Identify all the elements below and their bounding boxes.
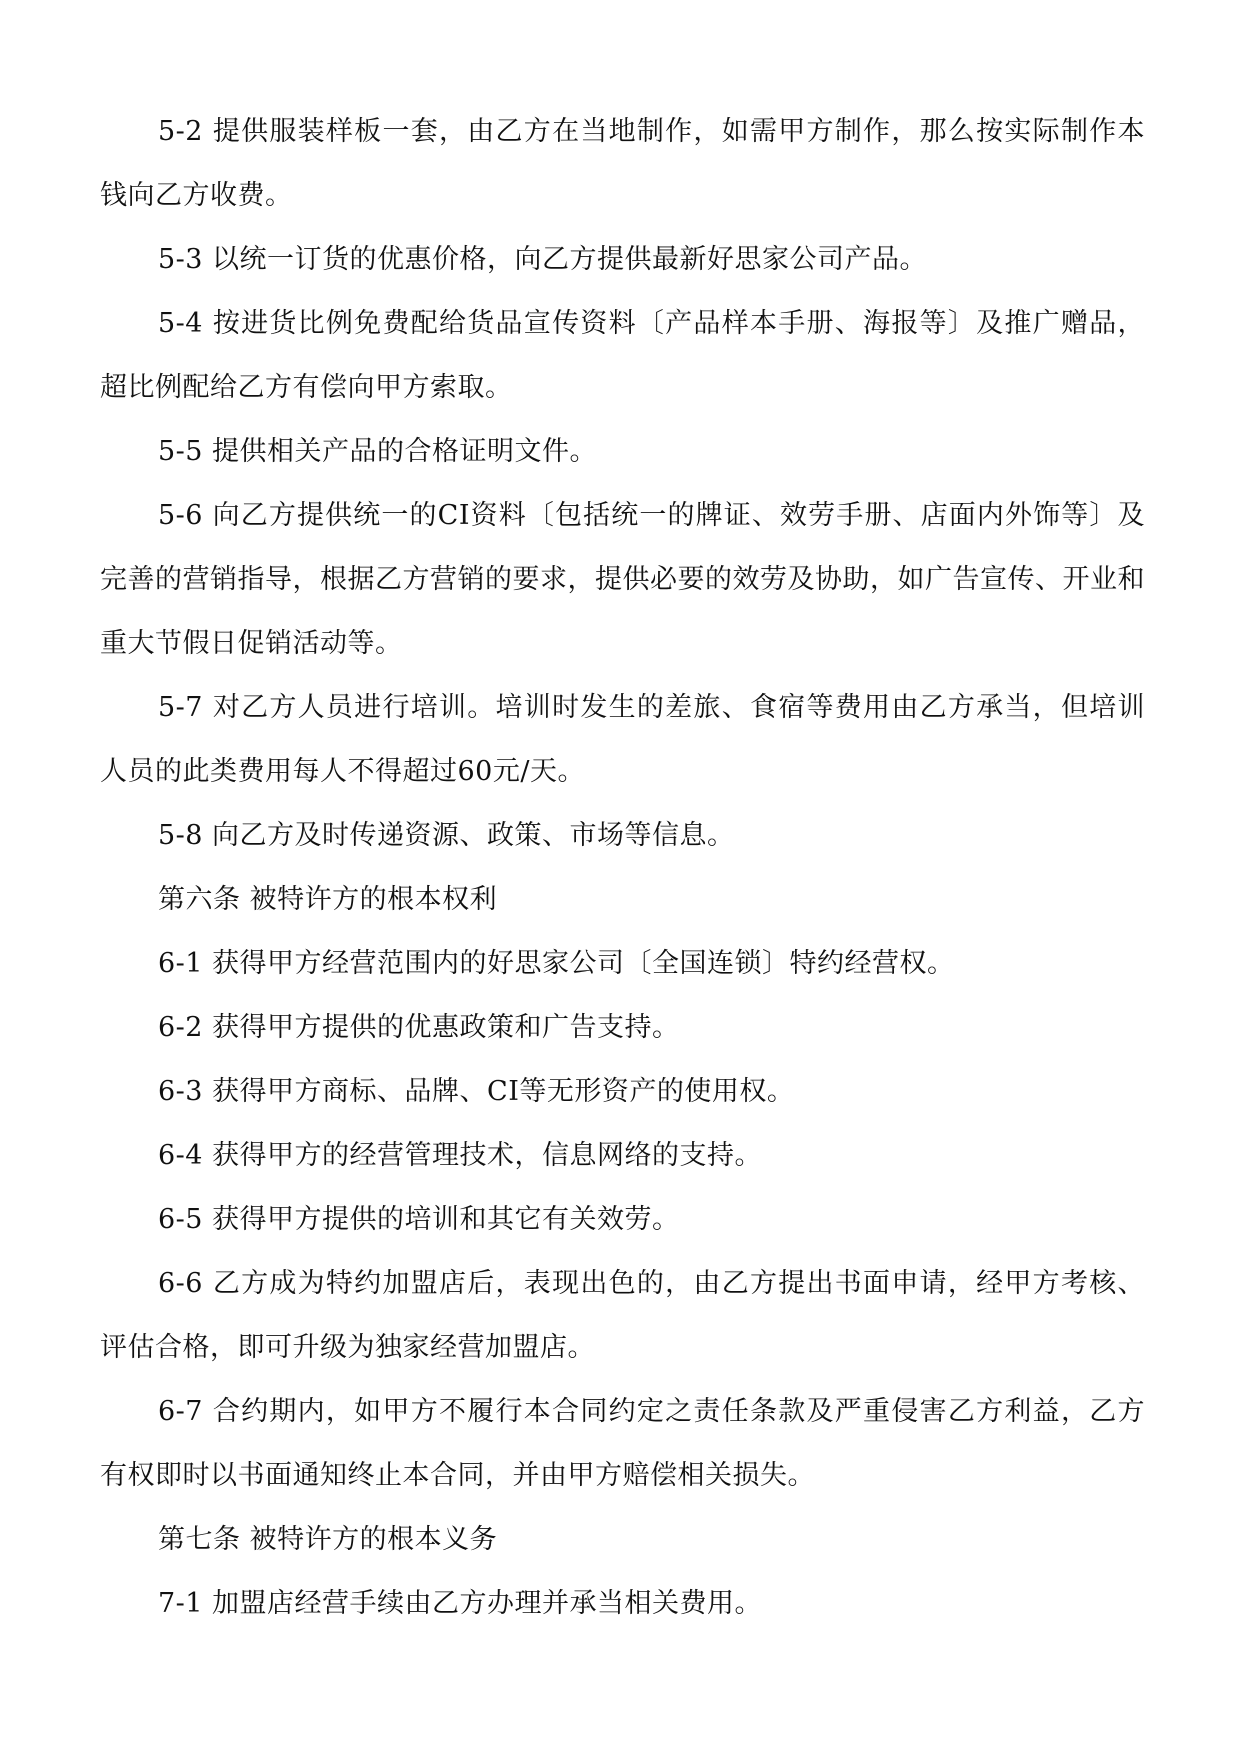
clause-5-3: 5-3 以统一订货的优惠价格，向乙方提供最新好思家公司产品。 xyxy=(158,244,928,275)
clause-6-7: 6-7 合约期内，如甲方不履行本合同约定之责任条款及严重侵害乙方利益，乙方有权即时以书面通知终止本合同，并由甲方赔偿相关损失。 xyxy=(100,1396,1145,1491)
clause-6-6: 6-6 乙方成为特约加盟店后，表现出色的，由乙方提出书面申请，经甲方考核、评估合格，即可升级为独家经营加盟店。 xyxy=(100,1268,1145,1363)
clause-5-4: 5-4 按进货比例免费配给货品宣传资料〔产品样本手册、海报等〕及推广赠品，超比例配给乙方有偿向甲方索取。 xyxy=(100,308,1145,403)
section-heading-7: 第七条 被特许方的根本义务 xyxy=(158,1524,498,1555)
clause-5-7: 5-7 对乙方人员进行培训。培训时发生的差旅、食宿等费用由乙方承当，但培训人员的此类费用每人不得超过60元/天。 xyxy=(100,692,1145,787)
clause-5-8: 5-8 向乙方及时传递资源、政策、市场等信息。 xyxy=(158,820,735,851)
clause-5-2: 5-2 提供服装样板一套，由乙方在当地制作，如需甲方制作，那么按实际制作本钱向乙方收费。 xyxy=(100,116,1145,211)
clause-6-1: 6-1 获得甲方经营范围内的好思家公司〔全国连锁〕特约经营权。 xyxy=(158,948,955,979)
section-heading-6: 第六条 被特许方的根本权利 xyxy=(158,884,498,915)
clause-6-2: 6-2 获得甲方提供的优惠政策和广告支持。 xyxy=(158,1012,680,1043)
clause-5-6: 5-6 向乙方提供统一的CI资料〔包括统一的牌证、效劳手册、店面内外饰等〕及完善的营销指导，根据乙方营销的要求，提供必要的效劳及协助，如广告宣传、开业和重大节假日促销活动等。 xyxy=(100,500,1145,659)
clause-6-5: 6-5 获得甲方提供的培训和其它有关效劳。 xyxy=(158,1204,680,1235)
clause-6-4: 6-4 获得甲方的经营管理技术，信息网络的支持。 xyxy=(158,1140,763,1171)
clause-7-1: 7-1 加盟店经营手续由乙方办理并承当相关费用。 xyxy=(158,1588,763,1619)
clause-5-5: 5-5 提供相关产品的合格证明文件。 xyxy=(158,436,598,467)
clause-6-3: 6-3 获得甲方商标、品牌、CI等无形资产的使用权。 xyxy=(158,1076,795,1107)
document-body xyxy=(100,100,1145,1636)
